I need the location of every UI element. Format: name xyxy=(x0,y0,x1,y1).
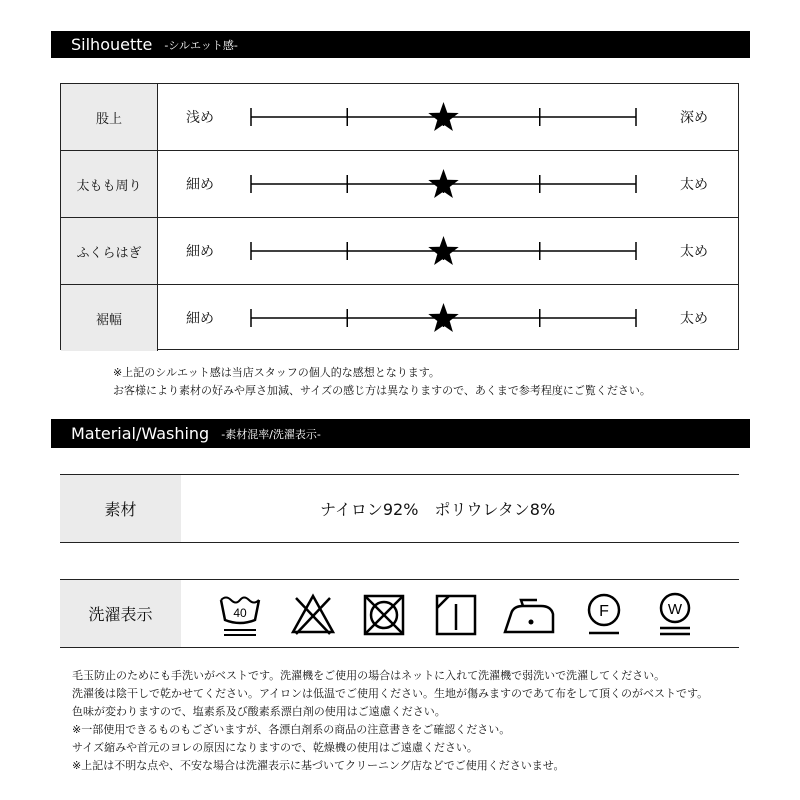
row-label: 太もも周り xyxy=(61,151,158,217)
scale-slider xyxy=(246,94,641,140)
wet-clean-w-icon xyxy=(650,590,700,640)
scale-slider xyxy=(246,295,641,341)
washing-row xyxy=(60,579,739,648)
no-bleach-icon xyxy=(288,590,338,640)
star-marker-icon xyxy=(428,303,458,332)
iron-low-icon xyxy=(501,590,557,640)
silhouette-title: Silhouette xyxy=(71,35,153,54)
scale-right-label: 深め xyxy=(680,110,708,126)
dry-clean-text: F xyxy=(599,603,609,620)
scale-left-label: 細め xyxy=(186,244,214,260)
star-marker-icon xyxy=(428,236,458,265)
material-header xyxy=(51,419,750,448)
silhouette-header xyxy=(51,31,750,58)
row-label: 裾幅 xyxy=(61,285,158,351)
wet-clean-text: W xyxy=(667,601,683,618)
scale-right-label: 太め xyxy=(680,311,708,327)
material-subtitle: -素材混率/洗濯表示- xyxy=(221,427,321,441)
note-line: お客様により素材の好みや厚さ加減、サイズの感じ方は異なりますので、あくまで参考程度にご覧ください。 xyxy=(113,384,651,397)
material-value: ナイロン92% ポリウレタン8% xyxy=(320,500,556,519)
material-title: Material/Washing xyxy=(71,424,210,443)
note-line: ※上記のシルエット感は当店スタッフの個人的な感想となります。 xyxy=(113,366,440,379)
dry-clean-f-icon xyxy=(579,590,629,640)
silhouette-row xyxy=(61,218,738,284)
washing-label: 洗濯表示 xyxy=(60,580,181,647)
scale-right-label: 太め xyxy=(680,177,708,193)
silhouette-note xyxy=(113,364,651,400)
silhouette-subtitle: -シルエット感- xyxy=(164,38,238,52)
material-row xyxy=(60,474,739,543)
scale-left-label: 細め xyxy=(186,311,214,327)
care-note-line: ※上記は不明な点や、不安な場合は洗濯表示に基づいてクリーニング店などでご使用くださいませ。 xyxy=(72,759,565,772)
scale-right-label: 太め xyxy=(680,244,708,260)
star-marker-icon xyxy=(428,102,458,131)
star-marker-icon xyxy=(428,169,458,198)
care-note-line: 洗濯後は陰干しで乾かせてください。アイロンは低温でご使用ください。生地が傷みますのであて布をして頂くのがベストです。 xyxy=(72,687,709,700)
material-label: 素材 xyxy=(60,475,181,542)
silhouette-row xyxy=(61,84,738,150)
wash-temp-text: 40 xyxy=(233,606,247,620)
silhouette-row xyxy=(61,151,738,217)
row-label: ふくらはぎ xyxy=(61,218,158,284)
scale-slider xyxy=(246,228,641,274)
care-note-line: 毛玉防止のためにも手洗いがベストです。洗濯機をご使用の場合はネットに入れて洗濯機で弱洗いで洗濯してください。 xyxy=(72,669,666,682)
scale-left-label: 浅め xyxy=(186,110,214,126)
scale-left-label: 細め xyxy=(186,177,214,193)
care-note-line: 色味が変わりますので、塩素系及び酸素系漂白剤の使用はご遠慮ください。 xyxy=(72,705,446,718)
silhouette-table xyxy=(60,83,739,350)
care-notes xyxy=(72,667,708,775)
care-note-line: サイズ縮みや首元のヨレの原因になりますので、乾燥機の使用はご遠慮ください。 xyxy=(72,741,478,754)
no-tumble-dry-icon xyxy=(359,590,409,640)
drip-dry-shade-icon xyxy=(431,590,481,640)
care-note-line: ※一部使用できるものもございますが、各漂白剤系の商品の注意書きをご確認ください。 xyxy=(72,723,511,736)
row-label: 股上 xyxy=(61,84,158,150)
scale-slider xyxy=(246,161,641,207)
wash-40-gentle-icon xyxy=(215,590,265,640)
silhouette-row xyxy=(61,285,738,351)
